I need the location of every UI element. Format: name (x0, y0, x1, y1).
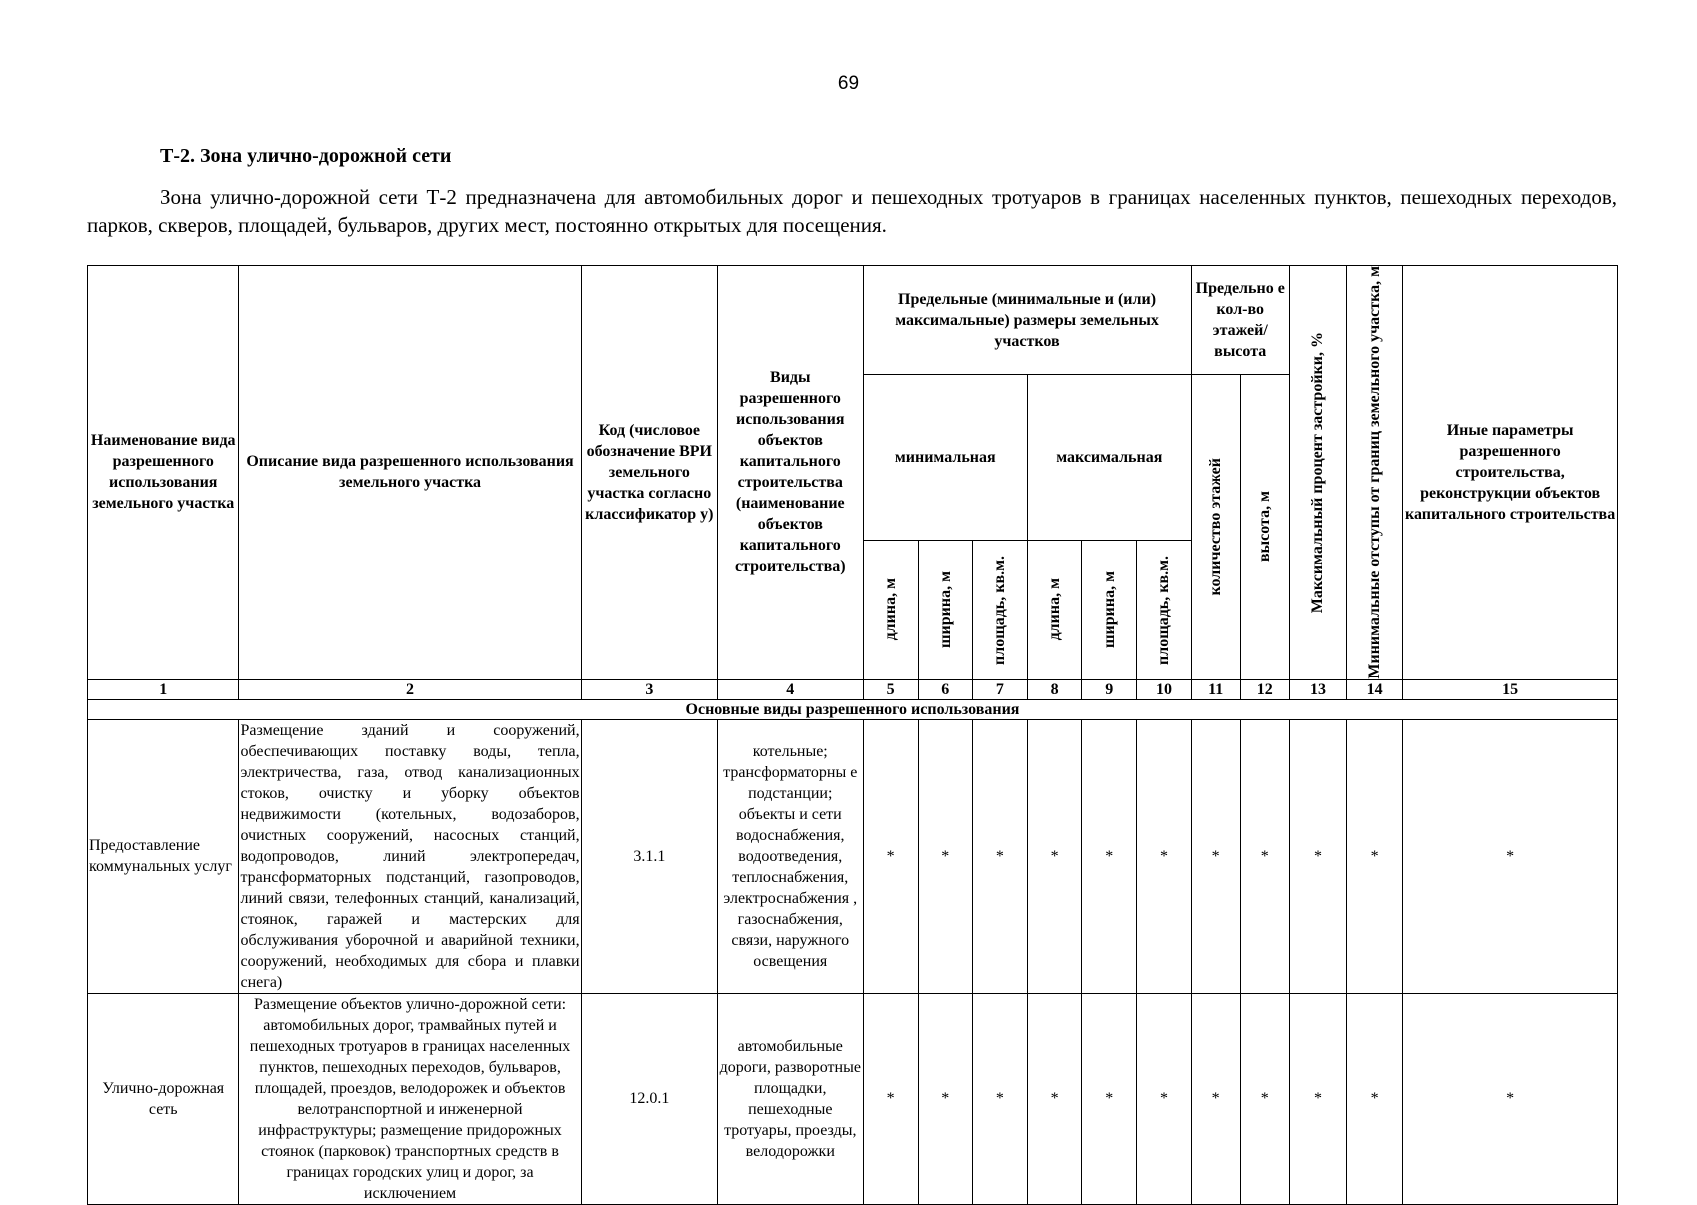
header-min-setback (1347, 266, 1403, 680)
header-max-width (1082, 540, 1137, 679)
row-description: Размещение зданий и сооружений, обеспечивающих поставку воды, тепла, электричества, газа, отвод канализационных стоков, очистку и уборку объектов недвижимости (котельных, водозаборов, очистных сооружений, насосных станций, водопроводов, линий электропередач, трансформаторных подстанций, газопроводов, линий связи, телефонных станций, канализаций, стоянок, гаражей и мастерских для обслуживания уборочной и аварийной техники, сооружений, необходимых для сбора и плавки снега) (239, 719, 581, 993)
row-value: * (1137, 993, 1191, 1204)
row-description: Размещение объектов улично-дорожной сети: автомобильных дорог, трамвайных путей и пешеходных тротуаров в границах населенных пунктов, пешеходных переходов, бульваров, площадей, проездов, велодорожек и объектов велотранспортной и инженерной инфраструктуры; размещение придорожных стоянок (парковок) транспортных средств в границах городских улиц и дорог, за исключением (239, 993, 581, 1204)
row-value: * (1137, 719, 1191, 993)
row-value: * (1082, 993, 1137, 1204)
header-min-group: минимальная (863, 375, 1028, 541)
header-max-length-text: длина, м (1046, 578, 1064, 641)
header-max-area-text: площадь, кв.м. (1155, 555, 1173, 665)
column-number: 12 (1240, 679, 1289, 699)
row-value: * (972, 719, 1027, 993)
row-value: * (1191, 993, 1240, 1204)
group-label: Основные виды разрешенного использования (88, 699, 1618, 719)
row-value: * (918, 719, 972, 993)
row-value: * (1289, 993, 1346, 1204)
row-value: * (1240, 719, 1289, 993)
column-number: 4 (718, 679, 863, 699)
intro-paragraph: Зона улично-дорожной сети Т-2 предназначена для автомобильных дорог и пешеходных тротуаров в границах населенных пунктов, пешеходных переходов, парков, скверов, площадей, бульваров, других мест, постоянно открытых для посещения. (87, 185, 1617, 237)
header-floors-count (1191, 375, 1240, 680)
row-value: * (863, 993, 918, 1204)
column-number: 15 (1403, 679, 1618, 699)
header-max-area (1137, 540, 1191, 679)
zone-parameters-table (87, 265, 1618, 1205)
column-number: 14 (1347, 679, 1403, 699)
row-name: Предоставление коммунальных услуг (88, 719, 239, 993)
column-number: 10 (1137, 679, 1191, 699)
column-number: 2 (239, 679, 581, 699)
column-number: 9 (1082, 679, 1137, 699)
column-number: 7 (972, 679, 1027, 699)
header-min-area (972, 540, 1027, 679)
row-value: * (863, 719, 918, 993)
header-objects: Виды разрешенного использования объектов капитального строительства (наименование объектов капитального строительства) (718, 266, 863, 680)
header-max-group: максимальная (1028, 375, 1192, 541)
row-value: * (1347, 719, 1403, 993)
section-title: Т-2. Зона улично-дорожной сети (160, 145, 452, 167)
row-name: Улично-дорожная сеть (88, 993, 239, 1204)
header-sizes-group: Предельные (минимальные и (или) максимальные) размеры земельных участков (863, 266, 1191, 375)
header-code: Код (числовое обозначение ВРИ земельного участка согласно классификатор у) (581, 266, 717, 680)
row-value: * (1347, 993, 1403, 1204)
header-height (1240, 375, 1289, 680)
column-number: 11 (1191, 679, 1240, 699)
group-row (88, 699, 1618, 719)
row-value: * (1289, 719, 1346, 993)
row-value: * (972, 993, 1027, 1204)
header-floors-group: Предельно е кол-во этажей/ высота (1191, 266, 1289, 375)
column-number: 1 (88, 679, 239, 699)
header-max-percent (1289, 266, 1346, 680)
table-row (88, 719, 1618, 993)
column-number: 13 (1289, 679, 1346, 699)
header-height-text: высота, м (1256, 491, 1274, 563)
column-number: 3 (581, 679, 717, 699)
header-min-length (863, 540, 918, 679)
row-value: * (1403, 993, 1618, 1204)
table-row (88, 993, 1618, 1204)
header-max-width-text: ширина, м (1100, 571, 1118, 649)
row-code: 3.1.1 (581, 719, 717, 993)
row-code: 12.0.1 (581, 993, 717, 1204)
column-number: 8 (1028, 679, 1082, 699)
header-description: Описание вида разрешенного использования земельного участка (239, 266, 581, 680)
row-objects: автомобильные дороги, разворотные площадки, пешеходные тротуары, проезды, велодорожки (718, 993, 863, 1204)
header-min-area-text: площадь, кв.м. (991, 555, 1009, 665)
header-min-width (918, 540, 972, 679)
row-value: * (1403, 719, 1618, 993)
header-max-length (1028, 540, 1082, 679)
header-min-length-text: длина, м (882, 578, 900, 641)
page-number: 69 (837, 73, 860, 94)
header-min-setback-text: Минимальные отступы от границ земельного участка, м (1366, 266, 1384, 679)
header-min-width-text: ширина, м (936, 571, 954, 649)
row-value: * (1191, 719, 1240, 993)
row-value: * (1028, 719, 1082, 993)
header-name: Наименование вида разрешенного использования земельного участка (88, 266, 239, 680)
row-value: * (1082, 719, 1137, 993)
column-number-row (88, 679, 1618, 699)
header-max-percent-text: Максимальный процент застройки, % (1309, 331, 1327, 613)
row-objects: котельные; трансформаторны е подстанции; объекты и сети водоснабжения, водоотведения, теплоснабжения, электроснабжения , газоснабжения, связи, наружного освещения (718, 719, 863, 993)
header-floors-count-text: количество этажей (1207, 458, 1225, 596)
row-value: * (1240, 993, 1289, 1204)
column-number: 6 (918, 679, 972, 699)
header-other-params: Иные параметры разрешенного строительства, реконструкции объектов капитального строительства (1403, 266, 1618, 680)
row-value: * (1028, 993, 1082, 1204)
column-number: 5 (863, 679, 918, 699)
row-value: * (918, 993, 972, 1204)
